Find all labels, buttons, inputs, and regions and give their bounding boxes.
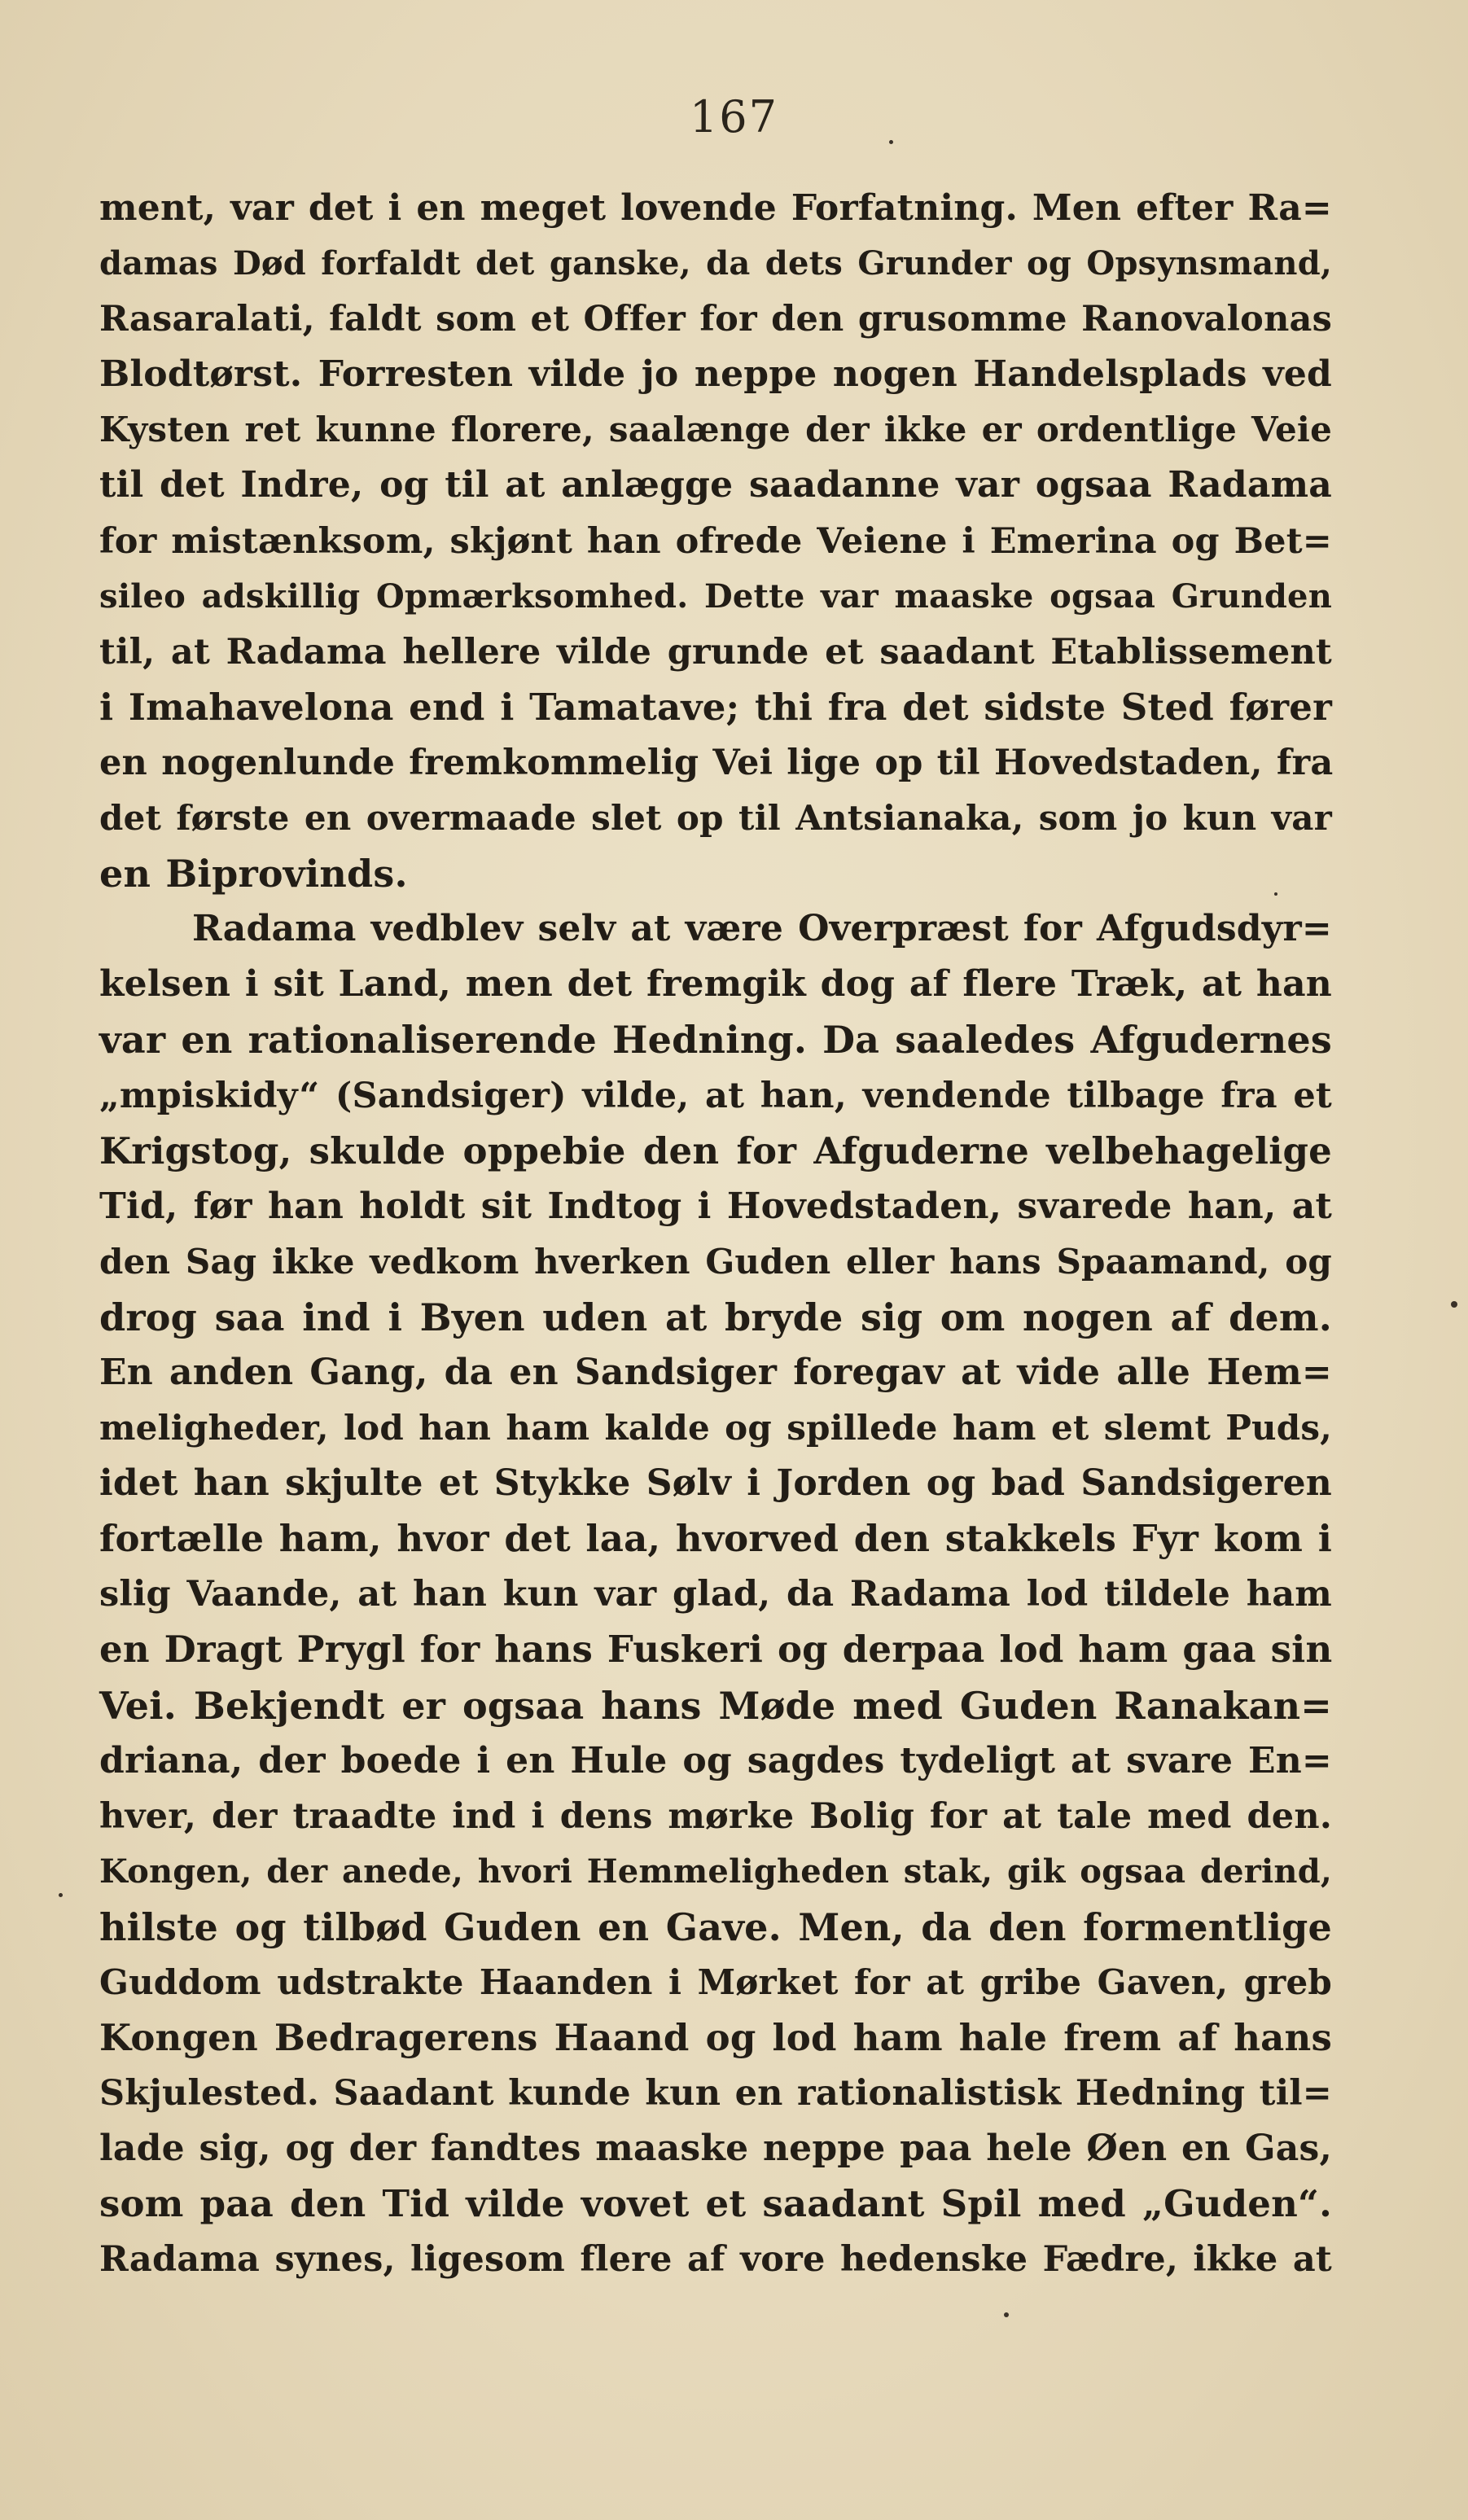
page-number: 167 — [689, 91, 779, 142]
text-line: En anden Gang, da en Sandsiger foregav at vide alle Hem= — [99, 1351, 1332, 1393]
text-line: som paa den Tid vilde vovet et saadant Spil med „Guden“. — [99, 2182, 1332, 2226]
text-line: til det Indre, og til at anlægge saadanne var ogsaa Radama — [99, 464, 1332, 506]
text-line: drog saa ind i Byen uden at bryde sig om nogen af dem. — [99, 1295, 1332, 1339]
text-line: sileo adskillig Opmærksomhed. Dette var maaske ogsaa Grunden — [99, 576, 1332, 616]
text-line: en Biprovinds. — [99, 852, 408, 896]
text-line: driana, der boede i en Hule og sagdes tydeligt at svare En= — [99, 1739, 1332, 1782]
ink-speck — [889, 140, 893, 144]
body-text — [99, 181, 1332, 2288]
text-line: Skjulested. Saadant kunde kun en rationalistisk Hedning til= — [99, 2073, 1332, 2115]
text-line: slig Vaande, at han kun var glad, da Radama lod tildele ham — [99, 1574, 1332, 1615]
ink-speck — [1451, 1301, 1457, 1308]
text-line: idet han skjulte et Stykke Sølv i Jorden og bad Sandsigeren — [99, 1462, 1332, 1505]
ink-speck — [1274, 892, 1277, 896]
text-line: Krigstog, skulde oppebie den for Afguderne velbehagelige — [99, 1129, 1332, 1172]
text-line: Radama vedblev selv at være Overpræst for Afgudsdyr= — [192, 908, 1332, 950]
text-line: fortælle ham, hvor det laa, hvorved den stakkels Fyr kom i — [99, 1517, 1332, 1561]
text-line: en nogenlunde fremkommelig Vei lige op til Hovedstaden, fra — [99, 742, 1334, 783]
text-line: for mistænksom, skjønt han ofrede Veiene i Emerina og Bet= — [99, 520, 1332, 562]
text-line: Kongen, der anede, hvori Hemmeligheden stak, gik ogsaa derind, — [99, 1852, 1332, 1891]
text-line: til, at Radama hellere vilde grunde et saadant Etablissement — [99, 631, 1332, 673]
text-line: Rasaralati, faldt som et Offer for den grusomme Ranovalonas — [99, 299, 1332, 340]
text-line: Kysten ret kunne florere, saalænge der ikke er ordentlige Veie — [99, 410, 1332, 450]
text-line: meligheder, lod han ham kalde og spillede ham et slemt Puds, — [99, 1408, 1332, 1448]
text-line: lade sig, og der fandtes maaske neppe paa hele Øen en Gas, — [99, 2128, 1332, 2170]
text-line: ment, var det i en meget lovende Forfatning. Men efter Ra= — [99, 187, 1332, 229]
text-line: Kongen Bedragerens Haand og lod ham hale frem af hans — [99, 2016, 1332, 2060]
ink-speck — [1004, 2312, 1009, 2317]
text-line: Tid, før han holdt sit Indtog i Hovedstaden, svarede han, at — [99, 1185, 1332, 1227]
text-line: kelsen i sit Land, men det fremgik dog af flere Træk, at han — [99, 963, 1332, 1006]
text-line: Guddom udstrakte Haanden i Mørket for at gribe Gaven, greb — [99, 1962, 1332, 2002]
text-line: Blodtørst. Forresten vilde jo neppe nogen Handelsplads ved — [99, 353, 1332, 396]
text-line: det første en overmaade slet op til Antsianaka, som jo kun var — [99, 798, 1332, 839]
text-line: Radama synes, ligesom flere af vore hedenske Fædre, ikke at — [99, 2239, 1332, 2281]
text-line: en Dragt Prygl for hans Fuskeri og derpaa lod ham gaa sin — [99, 1628, 1333, 1672]
text-line: damas Død forfaldt det ganske, da dets Grunder og Opsynsmand, — [99, 244, 1332, 283]
text-line: den Sag ikke vedkom hverken Guden eller hans Spaamand, og — [99, 1241, 1332, 1282]
text-line: hilste og tilbød Guden en Gave. Men, da den formentlige — [99, 1904, 1332, 1949]
text-line: var en rationaliserende Hedning. Da saaledes Afgudernes — [99, 1018, 1332, 1063]
text-line: „mpiskidy“ (Sandsiger) vilde, at han, vendende tilbage fra et — [99, 1075, 1332, 1116]
text-line: Vei. Bekjendt er ogsaa hans Møde med Guden Ranakan= — [99, 1683, 1332, 1728]
text-line: hver, der traadte ind i dens mørke Bolig for at tale med den. — [99, 1795, 1332, 1837]
ink-speck — [59, 1893, 63, 1897]
text-line: i Imahavelona end i Tamatave; thi fra det sidste Sted fører — [99, 685, 1332, 729]
